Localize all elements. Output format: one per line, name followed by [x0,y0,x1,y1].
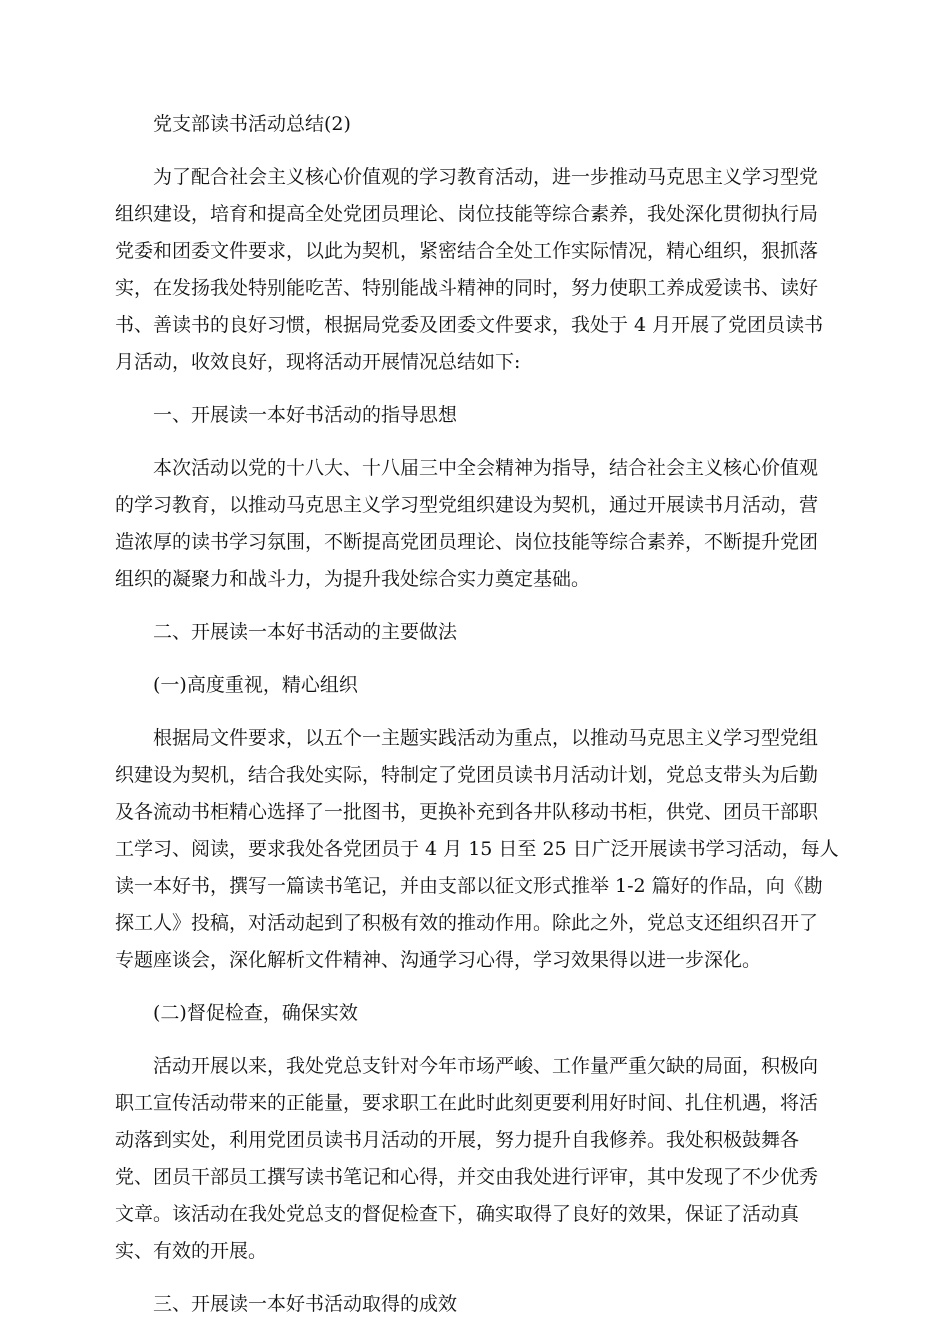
spacer [115,979,835,995]
paragraph-line: 组织建设，培育和提高全处党团员理论、岗位技能等综合素养，我处深化贯彻执行局 [115,203,819,225]
spacer [115,381,835,397]
paragraph-intro [115,159,835,381]
spacer [115,143,835,159]
document-title: 党支部读书活动总结(2) [153,113,351,135]
subsection-heading-2b: (二)督促检查，确保实效 [153,1002,358,1024]
paragraph-line: 书、善读书的良好习惯，根据局党委及团委文件要求，我处于 4 月开展了党团员读书 [115,314,824,336]
paragraph-supervision [115,1048,835,1270]
section-heading-2: 二、开展读一本好书活动的主要做法 [153,621,458,643]
paragraph-line: 本次活动以党的十八大、十八届三中全会精神为指导，结合社会主义核心价值观 [153,457,819,479]
paragraph-guiding-thought [115,450,835,598]
paragraph-organization [115,720,839,979]
paragraph-line: 实、有效的开展。 [115,1240,268,1262]
paragraph-line: 党委和团委文件要求，以此为契机，紧密结合全处工作实际情况，精心组织，狠抓落 [115,240,819,262]
spacer [115,1032,835,1048]
section-heading-1: 一、开展读一本好书活动的指导思想 [153,404,458,426]
spacer [115,598,835,614]
spacer [115,651,835,667]
spacer [115,1270,835,1286]
paragraph-line: 专题座谈会，深化解析文件精神、沟通学习心得，学习效果得以进一步深化。 [115,949,762,971]
paragraph-line: 及各流动书柜精心选择了一批图书，更换补充到各井队移动书柜，供党、团员干部职 [115,801,819,823]
section-heading-3: 三、开展读一本好书活动取得的成效 [153,1293,458,1315]
paragraph-line: 动落到实处，利用党团员读书月活动的开展，努力提升自我修养。我处积极鼓舞各 [115,1129,800,1151]
paragraph-line: 的学习教育，以推动马克思主义学习型党组织建设为契机，通过开展读书月活动，营 [115,494,819,516]
subsection-heading-2a: (一)高度重视，精心组织 [153,674,358,696]
paragraph-line: 实，在发扬我处特别能吃苦、特别能战斗精神的同时，努力使职工养成爱读书、读好 [115,277,819,299]
document-page [115,106,839,1323]
spacer [115,434,835,450]
paragraph-line: 月活动，收效良好，现将活动开展情况总结如下: [115,351,521,373]
paragraph-line: 工学习、阅读，要求我处各党团员于 4 月 15 日至 25 日广泛开展读书学习活动，每人 [115,838,839,860]
paragraph-line: 活动开展以来，我处党总支针对今年市场严峻、工作量严重欠缺的局面，积极向 [153,1055,819,1077]
paragraph-line: 织建设为契机，结合我处实际，特制定了党团员读书月活动计划，党总支带头为后勤 [115,764,819,786]
paragraph-line: 造浓厚的读书学习氛围，不断提高党团员理论、岗位技能等综合素养，不断提升党团 [115,531,819,553]
paragraph-line: 根据局文件要求，以五个一主题实践活动为重点，以推动马克思主义学习型党组 [153,727,819,749]
paragraph-line: 读一本好书，撰写一篇读书笔记，并由支部以征文形式推举 1-2 篇好的作品，向《勘 [115,875,823,897]
paragraph-line: 组织的凝聚力和战斗力，为提升我处综合实力奠定基础。 [115,568,591,590]
paragraph-line: 党、团员干部员工撰写读书笔记和心得，并交由我处进行评审，其中发现了不少优秀 [115,1166,819,1188]
paragraph-line: 职工宣传活动带来的正能量，要求职工在此时此刻更要利用好时间、扎住机遇，将活 [115,1092,819,1114]
paragraph-line: 为了配合社会主义核心价值观的学习教育活动，进一步推动马克思主义学习型党 [153,166,819,188]
paragraph-line: 探工人》投稿，对活动起到了积极有效的推动作用。除此之外，党总支还组织召开了 [115,912,819,934]
spacer [115,704,835,720]
paragraph-line: 文章。该活动在我处党总支的督促检查下，确实取得了良好的效果，保证了活动真 [115,1203,800,1225]
